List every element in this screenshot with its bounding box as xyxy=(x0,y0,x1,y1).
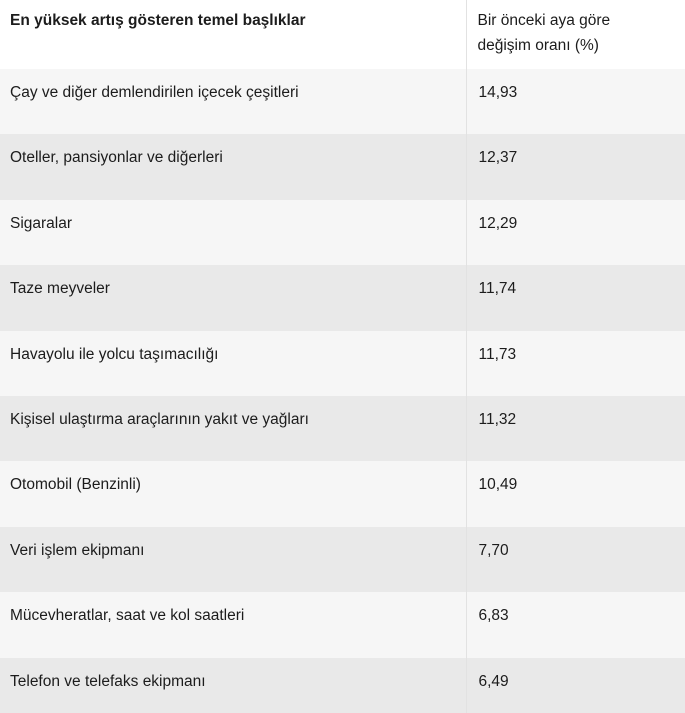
table-row xyxy=(0,658,685,713)
row-change-value: 7,70 xyxy=(466,527,685,592)
row-item-name: Mücevheratlar, saat ve kol saatleri xyxy=(0,592,466,657)
table-row xyxy=(0,396,685,461)
table-header xyxy=(0,0,685,69)
row-change-value: 11,74 xyxy=(466,265,685,330)
row-item-name: Veri işlem ekipmanı xyxy=(0,527,466,592)
row-change-value: 6,49 xyxy=(466,658,685,713)
header-item-column: En yüksek artış gösteren temel başlıklar xyxy=(0,0,466,69)
table-row xyxy=(0,331,685,396)
table-body xyxy=(0,69,685,713)
table-row xyxy=(0,592,685,657)
row-change-value: 12,29 xyxy=(466,200,685,265)
row-change-value: 12,37 xyxy=(466,134,685,199)
table-row xyxy=(0,200,685,265)
table-row xyxy=(0,527,685,592)
row-change-value: 10,49 xyxy=(466,461,685,526)
header-row xyxy=(0,0,685,69)
table-row xyxy=(0,461,685,526)
table-row xyxy=(0,134,685,199)
row-change-value: 6,83 xyxy=(466,592,685,657)
row-item-name: Havayolu ile yolcu taşımacılığı xyxy=(0,331,466,396)
row-item-name: Oteller, pansiyonlar ve diğerleri xyxy=(0,134,466,199)
row-item-name: Otomobil (Benzinli) xyxy=(0,461,466,526)
table-row xyxy=(0,69,685,134)
header-change-column: Bir önceki aya göre değişim oranı (%) xyxy=(466,0,685,69)
row-item-name: Telefon ve telefaks ekipmanı xyxy=(0,658,466,713)
row-item-name: Kişisel ulaştırma araçlarının yakıt ve yağları xyxy=(0,396,466,461)
row-change-value: 11,73 xyxy=(466,331,685,396)
row-item-name: Taze meyveler xyxy=(0,265,466,330)
row-item-name: Çay ve diğer demlendirilen içecek çeşitleri xyxy=(0,69,466,134)
row-item-name: Sigaralar xyxy=(0,200,466,265)
row-change-value: 11,32 xyxy=(466,396,685,461)
row-change-value: 14,93 xyxy=(466,69,685,134)
table-row xyxy=(0,265,685,330)
